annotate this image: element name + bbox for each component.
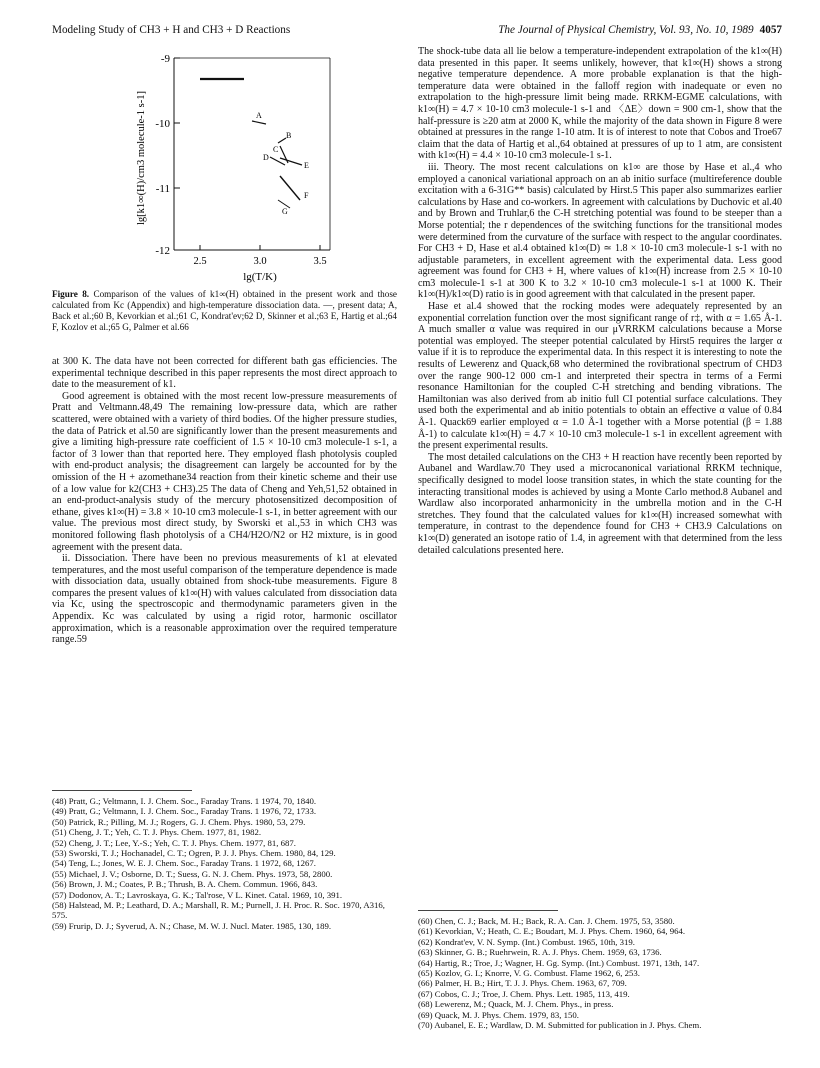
- x-tick-label: 2.5: [193, 256, 207, 267]
- y-tick-label: -9: [160, 53, 170, 65]
- data-series-f: [280, 176, 300, 200]
- running-title: Modeling Study of CH3 + H and CH3 + D Reactions: [52, 24, 291, 36]
- reference-item: (64) Hartig, R.; Troe, J.; Wagner, H. Gg. Symp. (Int.) Combust. 1971, 13th, 147.: [418, 957, 700, 968]
- y-tick-label: -12: [155, 245, 170, 257]
- right-column: [418, 46, 782, 556]
- y-axis-title: lg[k1∞(H)/cm3 molecule-1 s-1]: [136, 90, 147, 226]
- reference-item: (65) Kozlov, G. I.; Knorre, V. G. Combust. Flame 1962, 6, 253.: [418, 968, 640, 979]
- reference-item: (57) Dodonov, A. T.; Lavroskaya, G. K.; Tal'rose, V L. Kinet. Catal. 1969, 10, 391.: [52, 889, 343, 900]
- figure-caption: [52, 289, 397, 333]
- reference-item: (54) Teng, L.; Jones, W. E. J. Chem. Soc., Faraday Trans. 1 1972, 68, 1267.: [52, 858, 316, 869]
- reference-item: (53) Sworski, T. J.; Hochanadel, C. T.; Ogren, P. J. J. Phys. Chem. 1980, 84, 129.: [52, 848, 336, 859]
- reference-item: (49) Pratt, G.; Veltmann, I. J. Chem. Soc., Faraday Trans. 1 1976, 72, 1733.: [52, 806, 317, 817]
- series-label-f: F: [304, 191, 309, 200]
- series-label-b: B: [286, 131, 292, 140]
- body-paragraph: Good agreement is obtained with the most recent low-pressure measurements of Pratt and Veltmann.48,49 The remaining low-pressure data, which are rather scattered, were obtained with a variety of third bodies. Of the higher pressure studies, the data of Patrick et al.50 are significantly lower than the present measurements and give a limiting high-pressure rate coefficient of 1.5 × 10-10 cm3 molecule-1 s-1, a factor of 3 lower than that reported here. They employed flash photolysis coupled with end-product analysis; the disagreement can largely be accounted for by the omission of the H + azomethane34 reaction from their kinetic scheme and their use of a low value for k2(CH3 + CH3).25 The data of Cheng and Yeh,51,52 obtained in an end-product-analysis study of the mercury photosensitized decomposition of ethane, gives k1∞(H) = 3.8 × 10-10 cm3 molecule-1 s-1, in better agreement with our value. The previous most direct study, by Sworski et al.,53 in which CH3 was monitored following flash photolysis of a CH4/H2O/N2 or H2 mixture, is in good agreement with the present data.: [52, 390, 397, 553]
- references-left: [52, 796, 397, 931]
- journal-name: The Journal of Physical Chemistry, Vol. 93, No. 10, 1989: [498, 24, 754, 36]
- body-paragraph: Hase et al.4 showed that the rocking modes were adequately represented by an exponential correlation function over the most significant range of r‡, with α = 1.65 Å-1. A much smaller α value was required in our μVRRKM calculations because a Morse potential was employed. The steeper potential calculated by Hirst5 requires the larger α value if it is to reproduce the experimental data. In this respect it is interesting to note the results of Lewerenz and Quack,68 who determined the rovibrational spectrum of CHD3 over the range 900-12 000 cm-1 and interpreted their spectra in terms of a Fermi resonance Hamiltonian for the coupled C-H stretching and bending vibrations. The Hamiltonian was also derived from ab initio full CI potential surface calculations. They used both the experimental and ab initio potentials to obtain an effective α value of 0.84 Å-1. Quack69 earlier employed α = 1.0 Å-1 together with a Morse potential (β = 1.88 Å-1) to calculate k1∞(H) = 4.7 × 10-10 cm3 molecule-1 s-1 in excellent agreement with the present experimental results.: [418, 301, 782, 452]
- series-label-c: C: [273, 145, 279, 154]
- reference-item: (60) Chen, C. J.; Back, M. H.; Back, R. A. Can. J. Chem. 1975, 53, 3580.: [418, 916, 675, 926]
- references-right: [418, 916, 782, 1030]
- series-label-g: G: [282, 207, 288, 216]
- reference-item: (51) Cheng, J. T.; Yeh, C. T. J. Phys. Chem. 1977, 81, 1982.: [52, 827, 262, 838]
- reference-item: (66) Palmer, H. B.; Hirt, T. J. J. Phys. Chem. 1963, 67, 709.: [418, 978, 627, 989]
- body-paragraph: at 300 K. The data have not been corrected for different bath gas efficiencies. The experimental technique described in this paper represents the most direct approach to date to the measurement of k1.: [52, 356, 397, 391]
- reference-item: (50) Patrick, R.; Pilling, M. J.; Rogers, G. J. Chem. Phys. 1980, 53, 279.: [52, 816, 306, 827]
- reference-item: (67) Cobos, C. J.; Troe, J. Chem. Phys. Lett. 1985, 113, 419.: [418, 988, 630, 999]
- page-number: 4057: [759, 24, 782, 36]
- y-tick-label: -11: [155, 183, 170, 195]
- figure-8: [52, 48, 397, 288]
- reference-item: (59) Frurip, D. J.; Syverud, A. N.; Chase, M. W. J. Nucl. Mater. 1985, 130, 189.: [52, 920, 332, 931]
- series-label-d: D: [263, 153, 269, 162]
- reference-item: (62) Kondrat'ev, V. N. Symp. (Int.) Combust. 1965, 10th, 319.: [418, 936, 635, 947]
- body-paragraph: The most detailed calculations on the CH3 + H reaction have recently been reported by Aubanel and Wardlaw.70 They used a microcanonical variational RRKM technique, specifically designed to model loose transition states, in which the state counting for the interacting transitional modes is achieved by using a Monte Carlo method.8 Aubanel and Wardlaw also incorporated anharmonicity in the umbrella motion and in the C-H stretches. They found that the calculated values for k1∞(H) increased somewhat with temperature, in contrast to the dependence found for CH3 + CH3.9 Calculations on k1∞(D) generated an isotope ratio of 1.4, in agreement with that determined from the less detailed calculations presented here.: [418, 451, 782, 556]
- series-label-a: A: [256, 111, 262, 120]
- caption-label: Figure 8.: [52, 289, 90, 299]
- footnote-rule: [52, 790, 192, 791]
- data-series-d: [270, 157, 285, 165]
- caption-text: Comparison of the values of k1∞(H) obtained in the present work and those calculated from Kc (Appendix) and high-temperature dissociation data. —, present data; A, Back et al.;60 B, Kevorkian et al.;61 C, Kondrat'ev;62 D, Skinner et al.;63 E, Hartig et al.;64 F, Kozlov et al.;65 G, Palmer et al.66: [52, 289, 397, 332]
- x-tick-label: 3.5: [313, 256, 327, 267]
- reference-item: (52) Cheng, J. T.; Lee, Y.-S.; Yeh, C. T. J. Phys. Chem. 1977, 81, 687.: [52, 837, 296, 848]
- journal-citation: [498, 24, 782, 36]
- reference-item: (70) Aubanel, E. E.; Wardlaw, D. M. Submitted for publication in J. Phys. Chem.: [418, 1020, 702, 1031]
- left-column: [52, 356, 397, 646]
- reference-item: (48) Pratt, G.; Veltmann, I. J. Chem. Soc., Faraday Trans. 1 1974, 70, 1840.: [52, 796, 317, 806]
- footnote-rule: [418, 910, 558, 911]
- x-axis-title: lg(T/K): [243, 271, 277, 283]
- x-tick-label: 3.0: [253, 256, 267, 267]
- data-series-a: [252, 121, 266, 124]
- reference-item: (63) Skinner, G. B.; Ruehrwein, R. A. J. Phys. Chem. 1959, 63, 1736.: [418, 947, 662, 958]
- series-label-e: E: [304, 161, 309, 170]
- figure-8-plot: [52, 48, 397, 288]
- y-tick-label: -10: [155, 118, 170, 130]
- reference-item: (69) Quack, M. J. Phys. Chem. 1979, 83, 150.: [418, 1009, 579, 1020]
- data-series-b: [278, 138, 286, 143]
- reference-item: (61) Kevorkian, V.; Heath, C. E.; Boudart, M. J. Phys. Chem. 1960, 64, 964.: [418, 926, 686, 937]
- reference-item: (68) Lewerenz, M.; Quack, M. J. Chem. Phys., in press.: [418, 999, 614, 1010]
- reference-item: (56) Brown, J. M.; Coates, P. B.; Thrush, B. A. Chem. Commun. 1966, 843.: [52, 879, 318, 890]
- reference-item: (58) Halstead, M. P.; Leathard, D. A.; Marshall, R. M.; Purnell, J. H. Proc. R. Soc. 1970, A316, 575.: [52, 900, 385, 921]
- body-paragraph: ii. Dissociation. There have been no previous measurements of k1 at elevated temperatures, and the most useful comparison of the temperature dependence is made with dissociation data, usually obtained from shock-tube measurements. Figure 8 compares the present values of k1∞(H) with values calculated from dissociation data via Kc, using the spectroscopic and thermodynamic parameters given in the Appendix. Kc was calculated by using a rigid rotor, harmonic oscillator approximation, which is a reasonable approximation over the required temperature range.59: [52, 553, 397, 646]
- body-paragraph: The shock-tube data all lie below a temperature-independent extrapolation of the k1∞(H) data presented in this paper. It seems unlikely, however, that k1∞(H) shows a strong negative temperature dependence. A more probable explanation is that the high-temperature data were obtained in the falloff region with inadequate or even no extrapolation to the high-pressure limit being made. RRKM-EGME calculations, with k1∞(H) = 4.7 × 10-10 cm3 molecule-1 s-1 and 〈ΔE〉down = 900 cm-1, show that the half-pressure is ≥20 atm at 2000 K, while the majority of the data shown in Figure 8 were obtained at pressures in the range 1-10 atm. It is of interest to note that Cobos and Troe67 claim that the data of Hartig et al.,64 obtained at pressures of up to 1 atm, are consistent with k1∞(H) = 4.4 × 10-10 cm3 molecule-1 s-1.: [418, 46, 782, 162]
- page-header: [52, 24, 782, 42]
- body-paragraph: iii. Theory. The most recent calculations on k1∞ are those by Hase et al.,4 who employed a canonical variational approach on an ab initio surface (multireference double excitation with a 6-31G** basis) calculated by Hirst.5 This paper also summarizes earlier calculations by Hase and co-workers. In agreement with calculations by Duchovic et al.40 and by Brown and Truhlar,6 the C-H stretching potential was found to be steeper than a Morse potential; the r dependences of the switching functions for the transitional modes were determined from the curvature of the surface with respect to the angular coordinates. For CH3 + D, Hase et al.4 obtained k1∞(D) ≃ 1.8 × 10-10 cm3 molecule-1 s-1 with no adjustable parameters, in excellent agreement with the experimental data. Less good agreement was found for CH3 + H, where values of k1∞(H) increase from 2.5 × 10-10 cm3 molecule-1 s-1 at 300 K to 3.2 × 10-10 cm3 molecule-1 s-1 at 1000 K. Their k1∞(H)/k1∞(D) ratio is in good agreement with that calculated in the present paper.: [418, 161, 782, 301]
- reference-item: (55) Michael, J. V.; Osborne, D. T.; Suess, G. N. J. Chem. Phys. 1973, 58, 2800.: [52, 868, 333, 879]
